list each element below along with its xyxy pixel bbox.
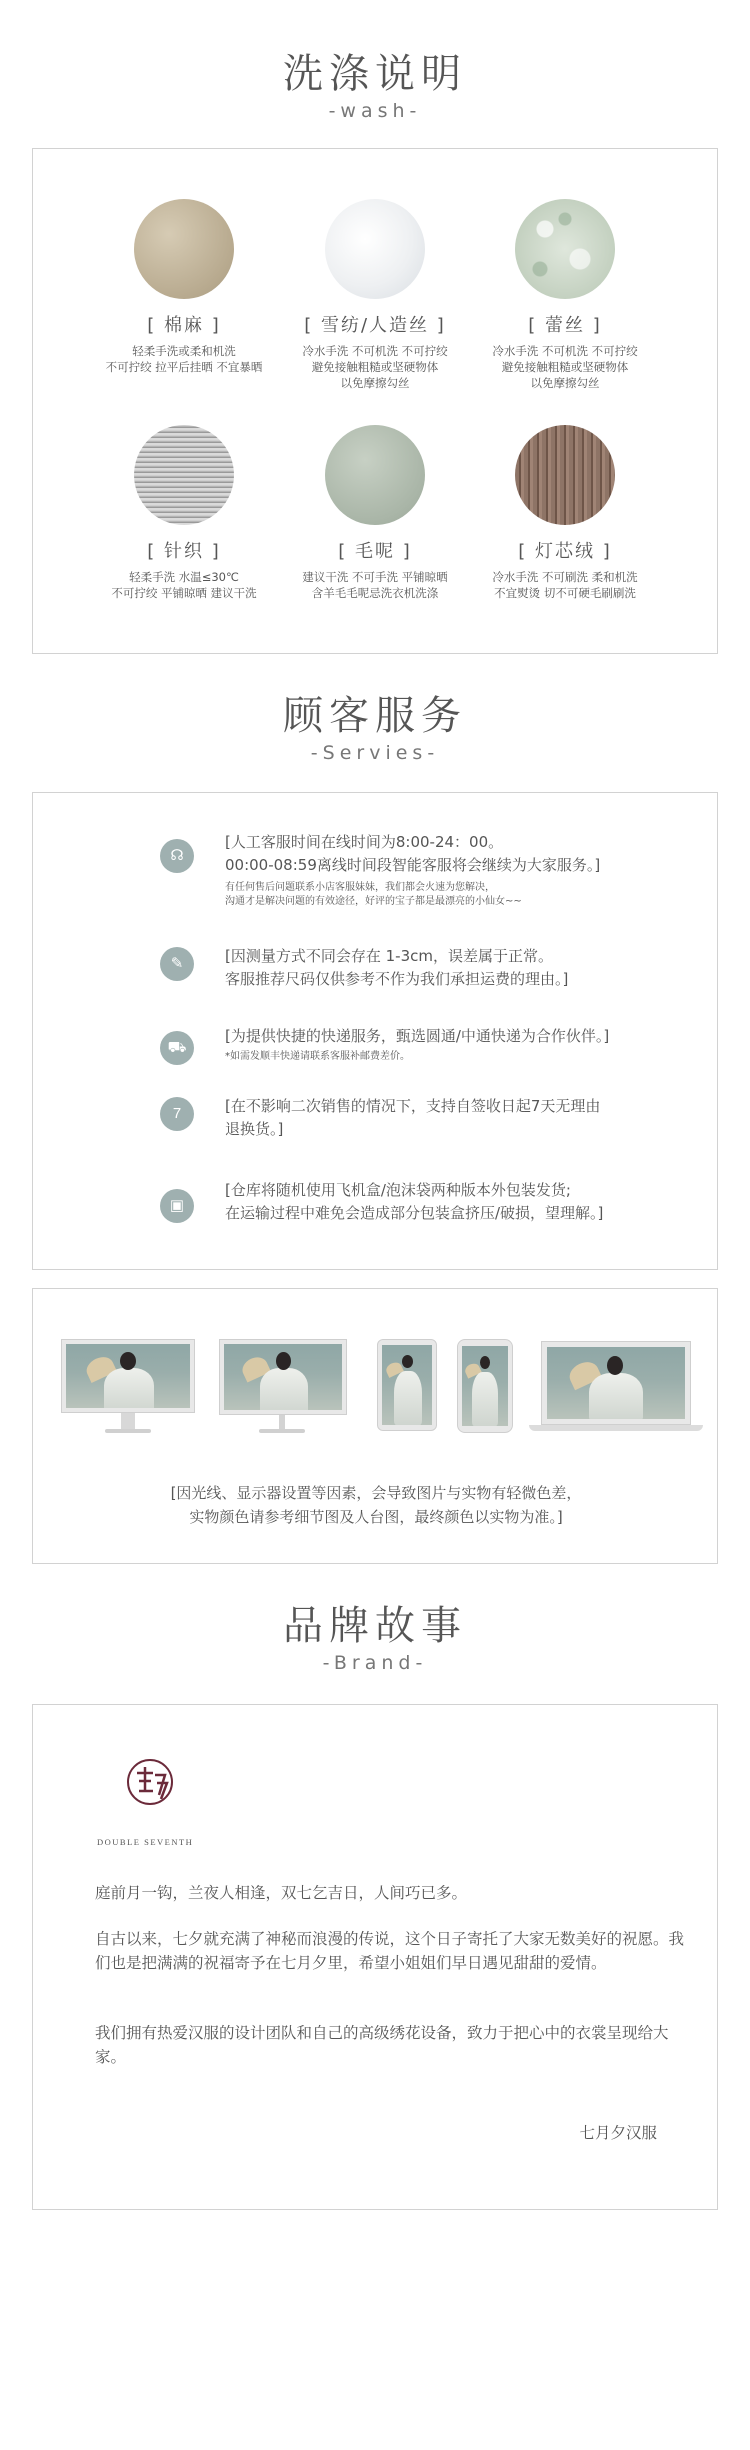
wash-item-desc: 轻柔手洗 水温≤30℃ 不可拧绞 平铺晾晒 建议干洗 bbox=[111, 570, 257, 600]
service-item-package bbox=[225, 1179, 725, 1225]
brand-section-title: 品牌故事 bbox=[283, 1603, 467, 1649]
service-item-small: 有任何售后问题联系小店客服妹妹，我们都会火速为您解决， 沟通才是解决问题的有效途径，好评的宝子都是最漂亮的小仙女~~ bbox=[225, 882, 522, 907]
wash-item-desc: 冷水手洗 不可机洗 不可拧绞 避免接触粗糙或坚硬物体 以免摩擦勾丝 bbox=[302, 344, 448, 390]
headset-icon: ☊ bbox=[160, 839, 194, 873]
service-item-hours bbox=[225, 831, 725, 909]
display-panel bbox=[32, 1288, 718, 1564]
wool-swatch bbox=[325, 425, 425, 525]
wash-item-name: [ 灯芯绒 ] bbox=[518, 541, 612, 562]
product-photo bbox=[66, 1344, 190, 1408]
wash-item-name: [ 针织 ] bbox=[147, 541, 221, 562]
product-photo bbox=[547, 1347, 685, 1419]
service-section-title: 顾客服务 bbox=[283, 693, 467, 739]
service-item-delivery bbox=[225, 1025, 725, 1064]
wash-item-desc: 冷水手洗 不可刷洗 柔和机洗 不宜熨烫 切不可硬毛刷刷洗 bbox=[492, 570, 638, 600]
product-photo bbox=[224, 1344, 342, 1410]
knit-swatch bbox=[134, 425, 234, 525]
wash-item-corduroy bbox=[451, 425, 679, 601]
cotton-linen-swatch bbox=[134, 199, 234, 299]
service-item-main: [仓库将随机使用飞机盒/泡沫袋两种版本外包装发货; 在运输过程中难免会造成部分包装盒挤压/破损，望理解。] bbox=[225, 1181, 604, 1222]
brand-paragraph-3: 我们拥有热爱汉服的设计团队和自己的高级绣花设备，致力于把心中的衣裳呈现给大家。 bbox=[95, 2024, 669, 2066]
brand-paragraph-2: 自古以来，七夕就充满了神秘而浪漫的传说，这个日子寄托了大家无数美好的祝愿。我们也是把满满的祝福寄予在七月夕里，希望小姐姐们早日遇见甜甜的爱情。 bbox=[95, 1930, 685, 1972]
brand-logo-text: DOUBLE SEVENTH bbox=[97, 1837, 194, 1847]
brand-signature: 七月夕汉服 bbox=[579, 2124, 657, 2142]
service-section-subtitle: -Servies- bbox=[310, 742, 440, 764]
wash-item-name: [ 毛呢 ] bbox=[338, 541, 412, 562]
seven-icon: 7 bbox=[160, 1097, 194, 1131]
wash-item-name: [ 棉麻 ] bbox=[147, 315, 221, 336]
brand-logo-icon bbox=[127, 1759, 173, 1805]
service-item-main: [在不影响二次销售的情况下，支持自签收日起7天无理由 退换货。] bbox=[225, 1097, 601, 1138]
box-icon: ▣ bbox=[160, 1189, 194, 1223]
monitor-base bbox=[105, 1429, 151, 1433]
lace-swatch bbox=[515, 199, 615, 299]
product-photo bbox=[462, 1346, 508, 1426]
laptop-base bbox=[529, 1425, 703, 1431]
service-panel bbox=[32, 792, 718, 1270]
service-item-small: *如需发顺丰快递请联系客服补邮费差价。 bbox=[225, 1051, 410, 1062]
wash-item-desc: 建议干洗 不可手洗 平铺晾晒 含羊毛毛呢忌洗衣机洗涤 bbox=[302, 570, 448, 600]
wash-item-name: [ 雪纺/人造丝 ] bbox=[304, 315, 446, 336]
monitor-stand bbox=[121, 1413, 135, 1429]
monitor-stand bbox=[279, 1415, 285, 1429]
color-difference-note: [因光线、显示器设置等因素，会导致图片与实物有轻微色差， 实物颜色请参考细节图及人台图，最终颜色以实物为准。] bbox=[170, 1484, 582, 1526]
brand-section-subtitle: -Brand- bbox=[322, 1652, 428, 1674]
service-item-main: [为提供快捷的快递服务，甄选圆通/中通快递为合作伙伴。] bbox=[225, 1027, 610, 1045]
corduroy-swatch bbox=[515, 425, 615, 525]
brand-paragraph-1: 庭前月一钩，兰夜人相逢，双七乞吉日，人间巧已多。 bbox=[95, 1884, 468, 1902]
product-photo bbox=[382, 1345, 432, 1425]
wash-panel bbox=[32, 148, 718, 654]
service-item-main: [因测量方式不同会存在 1-3cm，误差属于正常。 客服推荐尺码仅供参考不作为我们承担运费的理由。] bbox=[225, 947, 569, 988]
wash-section-title: 洗涤说明 bbox=[283, 51, 467, 97]
wash-item-lace bbox=[451, 199, 679, 391]
wash-item-desc: 冷水手洗 不可机洗 不可拧绞 避免接触粗糙或坚硬物体 以免摩擦勾丝 bbox=[492, 344, 638, 390]
monitor-base bbox=[259, 1429, 305, 1433]
wash-item-name: [ 蕾丝 ] bbox=[528, 315, 602, 336]
ruler-icon: ✎ bbox=[160, 947, 194, 981]
wash-section-subtitle: -wash- bbox=[328, 100, 422, 122]
service-item-main: [人工客服时间在线时间为8:00-24：00。 00:00-08:59离线时间段智能客服将会继续为大家服务。] bbox=[225, 833, 601, 874]
wash-item-desc: 轻柔手洗或柔和机洗 不可拧绞 拉平后挂晒 不宜暴晒 bbox=[105, 344, 263, 374]
service-item-return bbox=[225, 1095, 725, 1141]
chiffon-swatch bbox=[325, 199, 425, 299]
service-item-size bbox=[225, 945, 725, 991]
brand-panel bbox=[32, 1704, 718, 2210]
truck-icon: ⛟ bbox=[160, 1031, 194, 1065]
